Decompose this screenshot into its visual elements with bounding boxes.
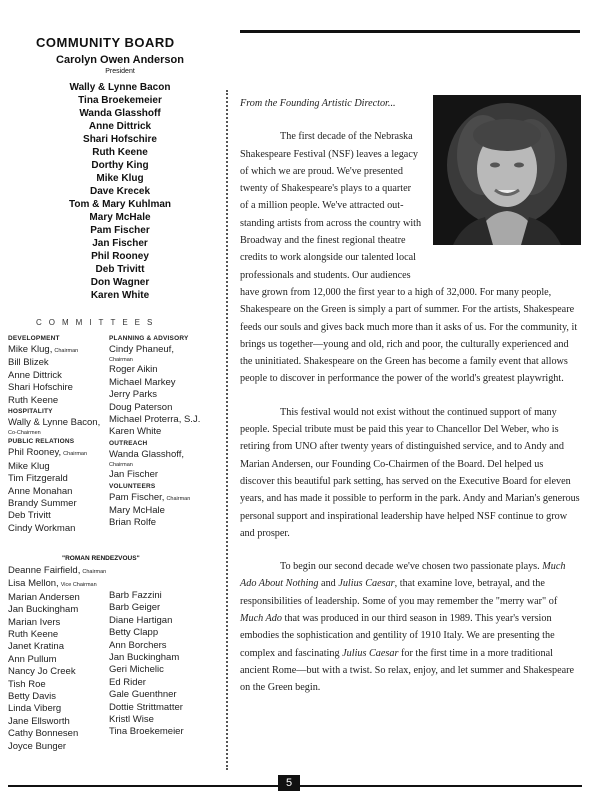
- board-member: Mike Klug: [96, 173, 144, 184]
- committee-chair: Cindy Phaneuf,: [109, 344, 174, 355]
- letter-line: [240, 128, 428, 284]
- list-item: Anne Monahan: [8, 485, 73, 497]
- letter-paragraph-3: To begin our second decade we've chosen two passionate plays. Much Ado About Nothing and Julius Caesar, that examine love, betrayal, and the responsibilities of leadership. Some of you may remember the "merry war" of Much Ado that was produced in our third season in 1989. This year's version embodies the sophistication and gentility of 1910 Italy. We are presenting the complex and fascinating Julius Caesar for the first time in a more traditional ancient Rome—but with a twist. So relax, enjoy, and let summer and Shakespeare on the Green begin.: [240, 561, 575, 694]
- list-item: Jan Buckingham: [8, 604, 79, 616]
- list-item: Barb Fazzini: [109, 590, 162, 601]
- column-divider: [226, 90, 228, 770]
- committee-members: [8, 461, 100, 535]
- list-item: Marian Ivers: [8, 616, 61, 628]
- list-item: Marian Andersen: [8, 591, 80, 603]
- list-item: Janet Kratina: [8, 641, 64, 653]
- board-member: Deb Trivitt: [95, 264, 145, 275]
- list-item: Brian Rolfe: [109, 517, 156, 529]
- board-member: Wally & Lynne Bacon: [69, 82, 171, 93]
- list-item: Broadway and the finest regional theatre: [240, 235, 406, 247]
- board-member: Wanda Glasshoff: [79, 108, 161, 119]
- committee-chair-role: Chairman: [109, 462, 133, 469]
- committee-members: [109, 469, 200, 481]
- board-member: Karen White: [90, 290, 150, 301]
- list-item: Bill Blizek: [8, 357, 49, 369]
- board-member: Shari Hofschire: [83, 134, 157, 145]
- list-item: Shari Hofschire: [8, 382, 73, 394]
- committees-left-column: [8, 334, 100, 535]
- list-item: Tina Broekemeier: [109, 726, 184, 738]
- committee-heading: PLANNING & ADVISORY: [109, 335, 189, 342]
- list-item: Karen White: [109, 426, 162, 438]
- committee-vice-chair: Lisa Mellon, Vice Chairman: [8, 578, 97, 590]
- president-name: Carolyn Owen Anderson: [56, 54, 184, 66]
- committees-title: COMMITTEES: [36, 318, 160, 327]
- list-item: Roger Aikin: [109, 364, 158, 376]
- list-item: Ann Pullum: [8, 653, 57, 665]
- list-item: Mike Klug: [8, 460, 50, 472]
- board-member: Ruth Keene: [92, 147, 148, 158]
- board-member: Jan Fischer: [92, 238, 148, 249]
- list-item: Jane Ellsworth: [8, 715, 70, 727]
- committee-members: [109, 505, 200, 530]
- list-item: Ann Borchers: [109, 639, 167, 651]
- list-item: Doug Paterson: [109, 401, 173, 413]
- list-item: standing artists from across the country with: [240, 217, 422, 229]
- committee-members: [8, 592, 106, 753]
- list-item: Cindy Workman: [8, 522, 76, 534]
- list-item: Jan Fischer: [109, 469, 159, 481]
- roman-rendezvous-col2: [109, 590, 184, 739]
- board-title: COMMUNITY BOARD: [36, 35, 175, 50]
- committee-heading: VOLUNTEERS: [109, 482, 156, 490]
- president-role: President: [105, 68, 135, 75]
- list-item: Tim Fitzgerald: [8, 473, 68, 485]
- list-item: Kristl Wise: [109, 714, 154, 726]
- list-item: Dottie Strittmatter: [109, 701, 183, 713]
- committee-heading: DEVELOPMENT: [8, 335, 60, 342]
- board-member: Phil Rooney: [91, 251, 149, 262]
- list-item: Geri Michelic: [109, 664, 164, 676]
- board-member: Don Wagner: [90, 277, 150, 288]
- committee-chair-role: Chairman: [109, 357, 133, 364]
- board-member: Mary McHale: [89, 212, 151, 223]
- list-item: Jerry Parks: [109, 389, 158, 401]
- board-member: Pam Fischer: [90, 225, 150, 236]
- list-item: Shakespeare Festival (NSF) leaves a legacy: [240, 148, 418, 160]
- top-rule: [240, 30, 580, 33]
- letter-paragraph-1-rest: have grown from 12,000 the first year to a high of 32,000. For many people, Shakespeare on the Green is simply a part of summer. For the artists, Shakespeare feeds our souls and gives back much more than it asks of us. For the community, it brings us together—young and old, rich and poor, the culturally experienced and the uninitiated. Shakespeare on the Green has become a family event that allows people to discover in performance the power of the world's greatest playwright.: [240, 286, 578, 385]
- list-item: Barb Geiger: [109, 602, 161, 614]
- list-item: The first decade of the Nebraska: [280, 131, 413, 143]
- committee-heading: HOSPITALITY: [8, 408, 53, 416]
- committee-chair: Deanne Fairfield, Chairman: [8, 565, 107, 576]
- list-item: Linda Viberg: [8, 703, 62, 715]
- list-item: Ed Rider: [109, 676, 146, 688]
- committees-right-column: [109, 334, 200, 530]
- list-item: professionals and students. Our audiences: [240, 269, 411, 281]
- board-member: Dorthy King: [91, 160, 149, 171]
- letter-paragraph-1-wrapped: [240, 128, 428, 284]
- list-item: Ruth Keene: [8, 394, 59, 406]
- list-item: Jan Buckingham: [109, 652, 180, 664]
- committee-chair: Phil Rooney, Chairman: [8, 447, 88, 459]
- committee-chair: Pam Fischer, Chairman: [109, 491, 191, 503]
- committee-chair: Wally & Lynne Bacon,: [8, 417, 101, 429]
- committee-heading: PUBLIC RELATIONS: [8, 438, 75, 446]
- list-item: Gale Guenthner: [109, 689, 177, 701]
- list-item: Joyce Bunger: [8, 740, 67, 752]
- letter-paragraph-2: This festival would not exist without the continued support of many people. Special tribute must be paid this year to Chancellor Del Weber, who is retiring from UNO after twenty years of distinguished service, and to Andy and Marian Andersen, our Founding Co-Chairmen of the Board. Del helped us discover this beautiful park setting, has served on the Executive Board for eleven years, and has made it possible to perform in the park. Andy and Marian's generous personal support and inspirational leadership have helped NSF continue to grow and prosper.: [240, 406, 580, 539]
- list-item: Mary McHale: [109, 505, 165, 517]
- committee-members: [109, 590, 184, 739]
- list-item: of which we are proud. We've presented: [240, 165, 403, 177]
- committee-chair: Wanda Glasshoff,: [109, 448, 184, 460]
- roman-rendezvous-heading: "ROMAN RENDEZVOUS": [62, 555, 140, 562]
- list-item: Cathy Bonnesen: [8, 728, 79, 740]
- board-member: Tom & Mary Kuhlman: [68, 199, 172, 210]
- roman-rendezvous-col1: [8, 565, 106, 753]
- board-list: [30, 54, 210, 302]
- list-item: of a million people. We've attracted out-: [240, 200, 404, 212]
- list-item: Anne Dittrick: [8, 369, 62, 381]
- list-item: Nancy Jo Creek: [8, 666, 76, 678]
- board-member: Anne Dittrick: [88, 121, 152, 132]
- committee-heading: OUTREACH: [109, 439, 148, 447]
- board-members: [30, 81, 210, 302]
- list-item: Michael Proterra, S.J.: [109, 414, 201, 426]
- letter-body: [240, 95, 580, 697]
- board-member: Dave Krecek: [89, 186, 151, 197]
- letter-greeting: From the Founding Artistic Director...: [240, 98, 396, 109]
- list-item: credits to work alongside our talented local: [240, 252, 416, 264]
- board-member: Tina Broekemeier: [78, 95, 162, 106]
- list-item: Tish Roe: [8, 678, 46, 690]
- committee-members: [8, 357, 100, 407]
- list-item: twenty of Shakespeare's plays to a quarter: [240, 183, 412, 195]
- page-number: 5: [278, 775, 300, 791]
- committee-chair-role: Co-Chairmen: [8, 430, 41, 437]
- list-item: Betty Davis: [8, 691, 57, 703]
- committee-chair: Mike Klug, Chairman: [8, 344, 79, 355]
- committee-members: [109, 364, 200, 438]
- list-item: Michael Markey: [109, 376, 176, 388]
- list-item: Ruth Keene: [8, 629, 59, 641]
- list-item: Diane Hartigan: [109, 614, 173, 626]
- list-item: Brandy Summer: [8, 498, 77, 510]
- list-item: Betty Clapp: [109, 627, 159, 639]
- list-item: Deb Trivitt: [8, 510, 51, 522]
